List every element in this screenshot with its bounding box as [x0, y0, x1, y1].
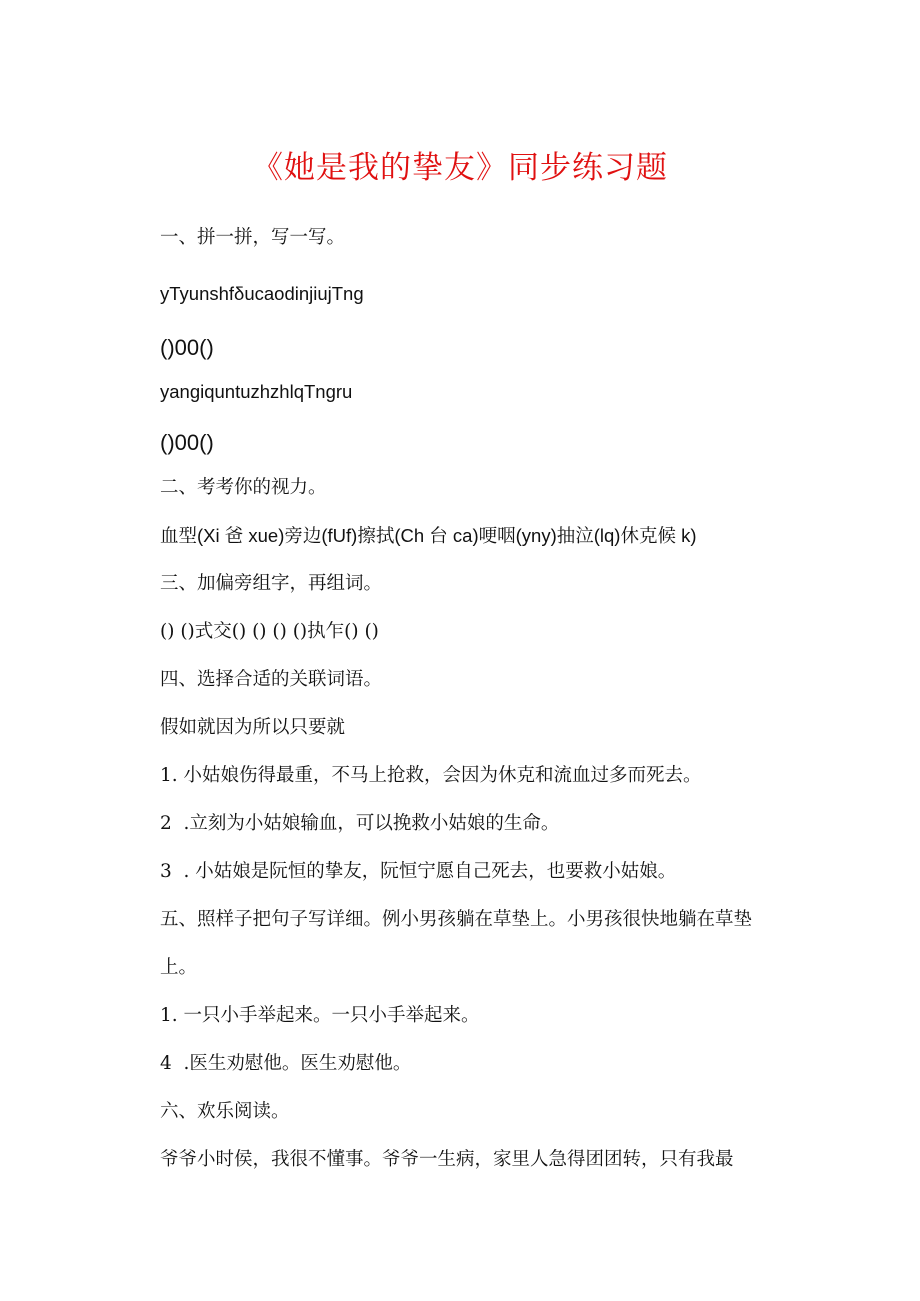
answer-blanks-1: ()00()	[160, 335, 214, 360]
section-2-heading: 二、考考你的视力。	[160, 477, 327, 498]
section-1-heading: 一、拼一拼，写一写。	[160, 227, 346, 248]
section-4-heading: 四、选择合适的关联词语。	[160, 669, 383, 690]
section-4-item-3: 3 . 小姑娘是阮恒的挚友，阮恒宁愿自己死去，也要救小姑娘。	[160, 861, 677, 882]
pinyin-line-1: yTyunshfδucaodinjiujTng	[160, 283, 364, 304]
section-3-heading: 三、加偏旁组字，再组词。	[160, 573, 383, 594]
reading-passage-line-1: 爷爷小时侯，我很不懂事。爷爷一生病，家里人急得团团转，只有我最	[160, 1149, 734, 1170]
section-5-item-2: 4 .医生劝慰他。医生劝慰他。	[160, 1053, 412, 1074]
section-5-heading: 五、照样子把句子写详细。例小男孩躺在草垫上。小男孩很快地躺在草垫上。	[160, 909, 753, 978]
section-2-content: 血型(Xi 爸 xue)旁边(fUf)擦拭(Ch 台 ca)哽咽(yny)抽泣(lq)休克候 k)	[160, 525, 697, 546]
section-6-heading: 六、欢乐阅读。	[160, 1101, 290, 1122]
section-3-content: () ()式交() () () ()执乍() ()	[160, 621, 379, 642]
pinyin-line-2: yangiquntuzhzhlqTngru	[160, 381, 353, 402]
document-title: 《她是我的挚友》同步练习题	[252, 150, 668, 186]
answer-blanks-2: ()00()	[160, 430, 214, 455]
section-4-word-bank: 假如就因为所以只要就	[160, 717, 346, 738]
section-4-item-2: 2 .立刻为小姑娘输血，可以挽救小姑娘的生命。	[160, 813, 560, 834]
section-5-item-1: 1. 一只小手举起来。一只小手举起来。	[160, 1005, 480, 1026]
section-4-item-1: 1. 小姑娘伤得最重，不马上抢救，会因为休克和流血过多而死去。	[160, 765, 702, 786]
